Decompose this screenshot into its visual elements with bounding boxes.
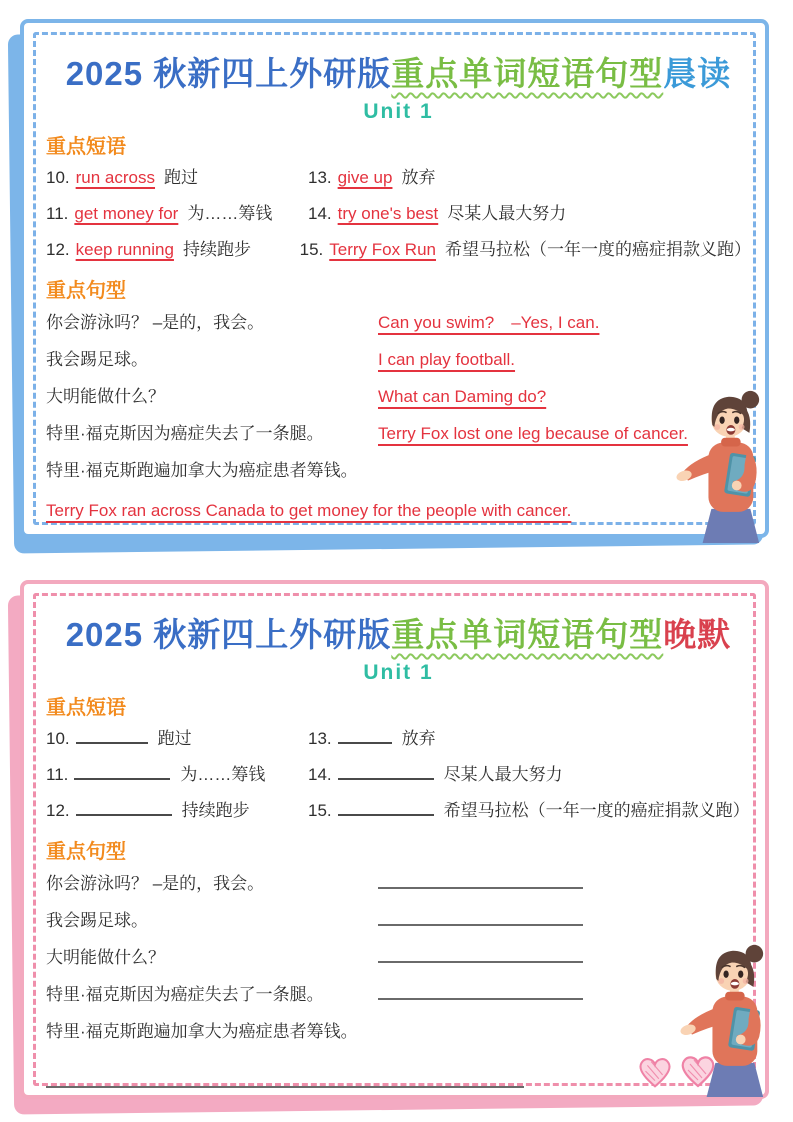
phrases-header: 重点短语 [46,136,126,158]
phrase-english: try one's best [337,204,439,223]
fill-in-blank [338,764,434,780]
phrase-chinese: 跑过 [157,729,192,748]
phrase-chinese: 希望马拉松（一年一度的癌症捐款义跑） [443,801,750,820]
phrase-number: 13. [308,729,332,748]
sentence-chinese: 大明能做什么？ [46,948,165,967]
phrase-number: 15. [299,240,324,259]
phrase-chinese: 跑过 [164,168,199,187]
phrase-row [46,721,751,757]
page-title [46,616,751,654]
phrase-english: Terry Fox Run [329,240,436,259]
sentence-row [46,1013,751,1050]
sentence-row [46,415,751,452]
phrase-number: 12. [46,240,70,259]
unit-label: Unit 1 [363,661,434,684]
teacher-illustration [668,388,784,544]
sentence-row [46,341,751,378]
phrase-row [46,232,751,268]
answer-line [378,869,583,889]
phrase-english: give up [337,168,393,187]
phrase-chinese: 为……筹钱 [187,204,273,223]
evening-card [20,580,769,1099]
phrase-chinese: 持续跑步 [182,240,251,259]
sentence-row [46,976,751,1013]
phrase-item [308,721,751,757]
morning-card [20,19,769,538]
fill-in-blank [338,800,434,816]
fill-in-blank [76,800,172,816]
sentence-chinese: 特里·福克斯因为癌症失去了一条腿。 [46,424,324,443]
sentences-header: 重点句型 [46,841,126,863]
phrases-header: 重点短语 [46,697,126,719]
sentence-chinese: 大明能做什么？ [46,387,165,406]
phrase-number: 11. [46,204,69,223]
sentence-english: Terry Fox lost one leg because of cancer. [378,424,688,443]
sentence-row [46,378,751,415]
answer-line-long [46,1066,524,1088]
phrase-chinese: 持续跑步 [181,801,250,820]
phrase-chinese: 尽某人最大努力 [443,765,563,784]
title-mode: 晚默 [663,616,732,653]
phrase-number: 15. [308,801,332,820]
phrase-item [46,721,308,757]
phrase-row [46,757,751,793]
answer-line [378,906,583,926]
phrase-number: 12. [46,801,70,820]
sentence-english: Can you swim? –Yes, I can. [378,313,600,332]
sentence-chinese: 特里·福克斯因为癌症失去了一条腿。 [46,985,324,1004]
sentence-chinese: 你会游泳吗？ –是的，我会。 [46,874,265,893]
phrase-number: 14. [308,204,332,223]
phrase-item [308,196,751,232]
title-edition: 2025 秋新四上外研版 [65,616,392,653]
phrase-english: run across [75,168,156,187]
phrase-chinese: 为……筹钱 [180,765,266,784]
phrase-row [46,793,751,829]
phrase-number: 10. [46,168,70,187]
phrase-row [46,160,751,196]
phrase-number: 13. [308,168,332,187]
phrase-chinese: 放弃 [401,168,436,187]
phrase-english: keep running [75,240,174,259]
phrase-item [308,757,751,793]
sentence-english-full: Terry Fox ran across Canada to get money for the people with cancer. [46,501,572,520]
phrase-chinese: 尽某人最大努力 [447,204,567,223]
sentence-chinese: 你会游泳吗？ –是的，我会。 [46,313,265,332]
fill-in-blank [74,764,170,780]
title-mode: 晨读 [663,55,732,92]
page-title [46,55,751,93]
title-topic: 重点单词短语句型 [391,55,664,92]
sentence-chinese: 特里·福克斯跑遍加拿大为癌症患者筹钱。 [46,461,358,480]
unit-label: Unit 1 [363,100,434,123]
answer-line [378,943,583,963]
sentence-english: What can Daming do? [378,387,547,406]
sentence-english: I can play football. [378,350,516,369]
answer-line [378,980,583,1000]
phrase-english: get money for [74,204,179,223]
fill-in-blank [338,728,392,744]
sentence-row [46,865,751,902]
phrase-item [46,757,308,793]
phrase-chinese: 放弃 [401,729,436,748]
title-topic: 重点单词短语句型 [391,616,664,653]
phrase-item [46,232,300,268]
card-face [20,19,769,538]
fill-in-blank [76,728,148,744]
phrase-item [308,160,751,196]
phrase-item [308,793,751,829]
sentence-chinese: 我会踢足球。 [46,911,148,930]
phrase-number: 10. [46,729,70,748]
morning-card-content [46,39,751,524]
sentence-row [46,452,751,489]
phrase-number: 11. [46,765,69,784]
phrase-row [46,196,751,232]
phrase-item [300,232,751,268]
sentences-header: 重点句型 [46,280,126,302]
sentence-row [46,304,751,341]
card-face [20,580,769,1099]
phrase-chinese: 希望马拉松（一年一度的癌症捐款义跑） [445,240,751,259]
sentence-chinese: 特里·福克斯跑遍加拿大为癌症患者筹钱。 [46,1022,358,1041]
phrase-item [46,196,308,232]
sentence-row [46,902,751,939]
phrase-item [46,160,308,196]
title-edition: 2025 秋新四上外研版 [65,55,392,92]
phrase-number: 14. [308,765,332,784]
sentence-row [46,939,751,976]
phrase-item [46,793,308,829]
evening-card-content [46,600,751,1085]
sentence-chinese: 我会踢足球。 [46,350,148,369]
hearts-icon [634,1050,718,1092]
